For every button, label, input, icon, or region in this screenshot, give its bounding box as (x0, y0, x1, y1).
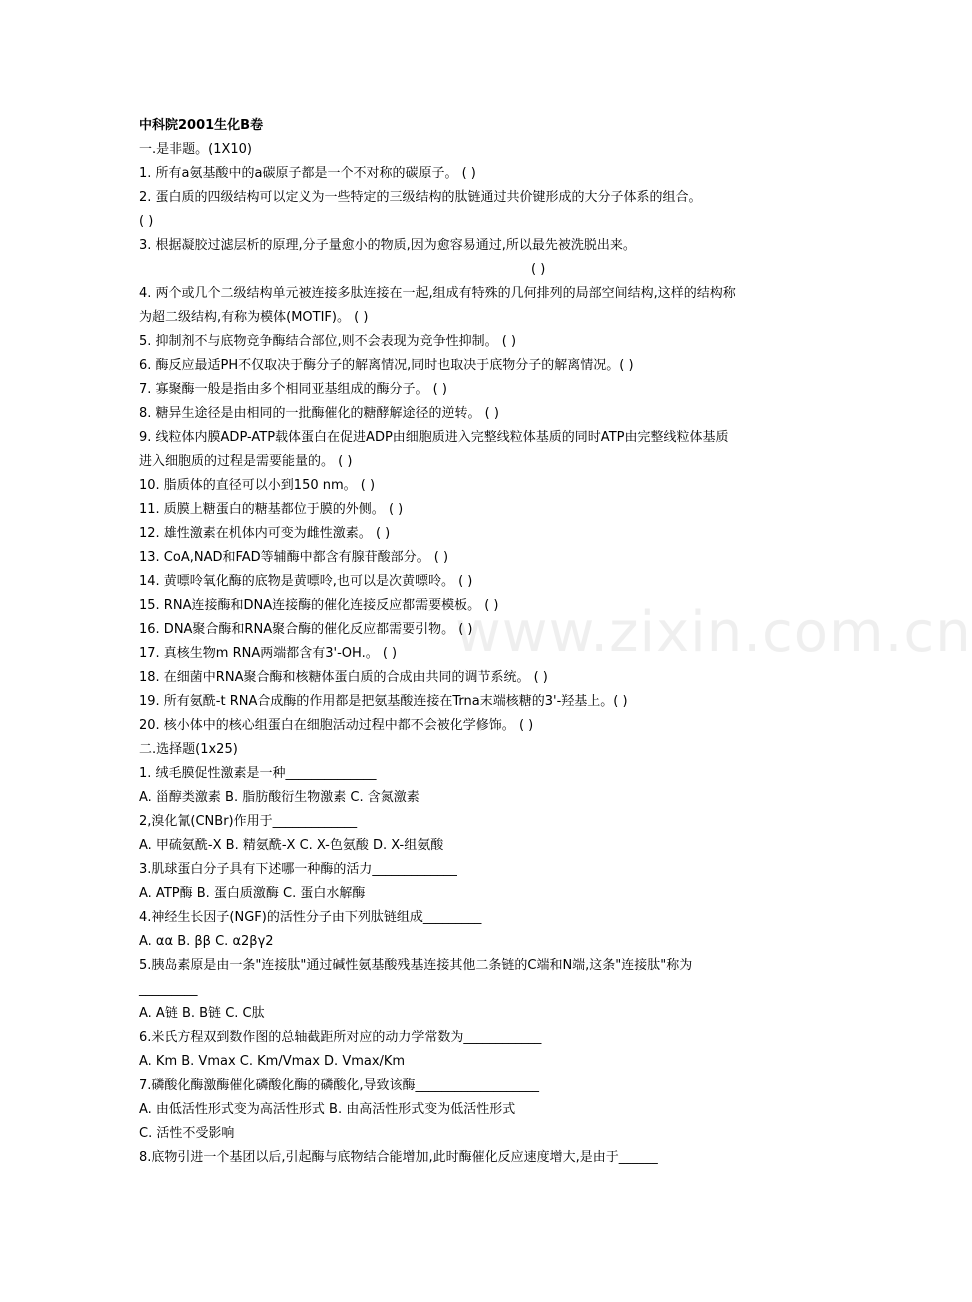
choice-question: 8.底物引进一个基团以后,引起酶与底物结合能增加,此时酶催化反应速度增大,是由于______ (139, 1150, 658, 1165)
question-line: 15. RNA连接酶和DNA连接酶的催化连接反应都需要模板。 ( ) (139, 598, 499, 613)
question-line: 12. 雄性激素在机体内可变为雌性激素。 ( ) (139, 526, 391, 541)
choice-blank: _________ (139, 982, 198, 997)
question-line: 8. 糖异生途径是由相同的一批酶催化的糖酵解途径的逆转。 ( ) (139, 406, 499, 421)
question-line: 3. 根据凝胶过滤层析的原理,分子量愈小的物质,因为愈容易通过,所以最先被洗脱出来。 (139, 238, 636, 253)
choice-question: 1. 绒毛膜促性激素是一种______________ (139, 766, 377, 781)
answer-paren: ( ) (139, 214, 154, 229)
choice-options: A. 甲硫氨酰-X B. 精氨酰-X C. X-色氨酸 D. X-组氨酸 (139, 838, 444, 853)
choice-question: 3.肌球蛋白分子具有下述哪一种酶的活力_____________ (139, 862, 457, 877)
question-line: 进入细胞质的过程是需要能量的。 ( ) (139, 454, 353, 469)
question-line: 14. 黄嘌呤氧化酶的底物是黄嘌呤,也可以是次黄嘌呤。 ( ) (139, 574, 473, 589)
question-line: 为超二级结构,有称为模体(MOTIF)。 ( ) (139, 310, 369, 325)
question-line: 17. 真核生物m RNA两端都含有3'-OH.。 ( ) (139, 646, 398, 661)
choice-question: 7.磷酸化酶激酶催化磷酸化酶的磷酸化,导致该酶___________________ (139, 1078, 540, 1093)
choice-options: A. A链 B. B链 C. C肽 (139, 1006, 265, 1021)
question-line: 11. 质膜上糖蛋白的糖基都位于膜的外侧。 ( ) (139, 502, 404, 517)
choice-options: A. 甾醇类激素 B. 脂肪酸衍生物激素 C. 含氮激素 (139, 790, 420, 805)
section-2-heading: 二.选择题(1x25) (139, 742, 238, 757)
question-line: 18. 在细菌中RNA聚合酶和核糖体蛋白质的合成由共同的调节系统。 ( ) (139, 670, 548, 685)
answer-paren: ( ) (531, 262, 546, 277)
site-watermark: www.zixin.com.cn (455, 600, 972, 665)
choice-question: 4.神经生长因子(NGF)的活性分子由下列肽链组成_________ (139, 910, 482, 925)
question-line: 2. 蛋白质的四级结构可以定义为一些特定的三级结构的肽链通过共价键形成的大分子体系的组合。 (139, 190, 702, 205)
choice-question: 2,溴化氰(CNBr)作用于_____________ (139, 814, 358, 829)
choice-options: C. 活性不受影响 (139, 1126, 235, 1141)
question-line: 1. 所有a氨基酸中的a碳原子都是一个不对称的碳原子。 ( ) (139, 166, 476, 181)
question-line: 9. 线粒体内膜ADP-ATP载体蛋白在促进ADP由细胞质进入完整线粒体基质的同时ATP由完整线粒体基质 (139, 430, 729, 445)
question-line: 16. DNA聚合酶和RNA聚合酶的催化反应都需要引物。 ( ) (139, 622, 473, 637)
question-line: 19. 所有氨酰-t RNA合成酶的作用都是把氨基酸连接在Trna末端核糖的3'-羟基上。( ) (139, 694, 628, 709)
question-line: 7. 寡聚酶一般是指由多个相同亚基组成的酶分子。 ( ) (139, 382, 447, 397)
choice-options: A. Km B. Vmax C. Km/Vmax D. Vmax/Km (139, 1054, 406, 1069)
choice-options: A. 由低活性形式变为高活性形式 B. 由高活性形式变为低活性形式 (139, 1102, 516, 1117)
question-line: 10. 脂质体的直径可以小到150 nm。 ( ) (139, 478, 376, 493)
question-line: 5. 抑制剂不与底物竞争酶结合部位,则不会表现为竞争性抑制。 ( ) (139, 334, 517, 349)
question-line: 6. 酶反应最适PH不仅取决于酶分子的解离情况,同时也取决于底物分子的解离情况。( ) (139, 358, 634, 373)
choice-question: 5.胰岛素原是由一条"连接肽"通过碱性氨基酸残基连接其他二条链的C端和N端,这条"连接肽"称为 (139, 958, 693, 973)
choice-question: 6.米氏方程双到数作图的总轴截距所对应的动力学常数为____________ (139, 1030, 542, 1045)
question-line: 4. 两个或几个二级结构单元被连接多肽连接在一起,组成有特殊的几何排列的局部空间结构,这样的结构称 (139, 286, 736, 301)
choice-options: A. αα B. ββ C. α2βγ2 (139, 934, 274, 949)
question-line: 20. 核小体中的核心组蛋白在细胞活动过程中都不会被化学修饰。 ( ) (139, 718, 534, 733)
choice-options: A. ATP酶 B. 蛋白质激酶 C. 蛋白水解酶 (139, 886, 366, 901)
section-1-heading: 一.是非题。(1X10) (139, 142, 252, 157)
document-title: 中科院2001生化B卷 (139, 118, 264, 133)
question-line: 13. CoA,NAD和FAD等辅酶中都含有腺苷酸部分。 ( ) (139, 550, 449, 565)
